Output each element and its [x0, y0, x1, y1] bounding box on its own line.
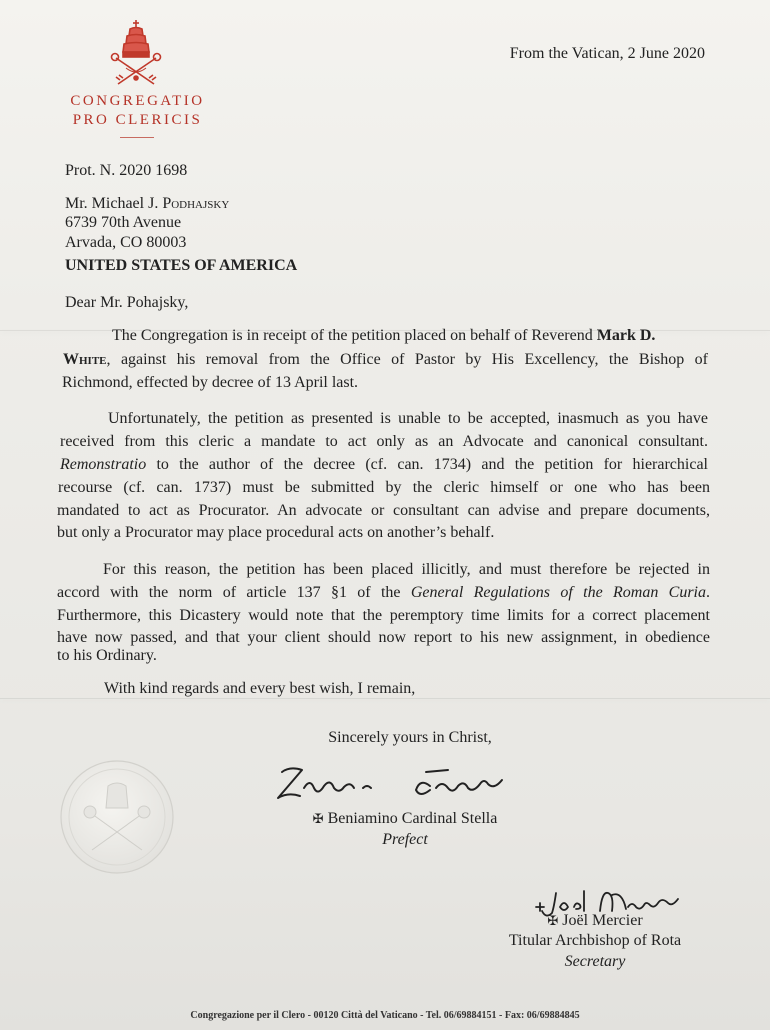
org-name-line1: CONGREGATIO	[70, 93, 205, 109]
paragraph-2-line: mandated to act as Procurator. An advocate or consultant can advise and prepare documents,	[57, 502, 710, 519]
paragraph-3-line	[57, 584, 710, 602]
letter-date: From the Vatican, 2 June 2020	[509, 45, 705, 62]
paragraph-2-line: Unfortunately, the petition as presented is unable to be accepted, inasmuch as you have	[108, 410, 708, 427]
signatory-2-role: Secretary	[564, 953, 626, 970]
paragraph-3-line: have now passed, and that your client should now report to his new assignment, in obedience	[57, 629, 710, 646]
paragraph-3-line: Furthermore, this Dicastery would note that the peremptory time limits for a correct placement	[57, 607, 710, 624]
closing-line: With kind regards and every best wish, I remain,	[104, 680, 416, 697]
recipient-name-prefix: Mr. Michael J.	[65, 195, 163, 212]
valediction: Sincerely yours in Christ,	[328, 729, 492, 746]
recipient-surname: Podhajsky	[162, 195, 230, 212]
signatory-2-name	[495, 912, 695, 930]
embossed-papal-seal-icon	[58, 758, 176, 876]
p1-text: The Congregation is in receipt of the petition placed on behalf of Reverend	[112, 327, 597, 344]
p1-name-bold: Mark D.	[596, 327, 656, 344]
protocol-number: Prot. N. 2020 1698	[65, 162, 188, 179]
signatory-2-title: Titular Archbishop of Rota	[508, 932, 682, 949]
org-divider	[120, 137, 154, 138]
recipient-city: Arvada, CO 80003	[65, 234, 187, 251]
paragraph-3-line: to his Ordinary.	[57, 647, 157, 664]
letter-footer: Congregazione per il Clero - 00120 Città del Vaticano - Tel. 06/69884151 - Fax: 06/69884845	[190, 1010, 580, 1021]
signature-stella	[268, 758, 533, 808]
org-name-line2: PRO CLERICIS	[72, 112, 203, 128]
cross-icon: ✠	[312, 811, 324, 826]
recipient-country: UNITED STATES OF AMERICA	[65, 257, 298, 274]
paper-fold	[0, 698, 770, 699]
paragraph-2-line: recourse (cf. can. 1737) must be submitted by the cleric himself or one who has been	[58, 479, 710, 496]
signatory-1-name-text: Beniamino Cardinal Stella	[327, 810, 498, 827]
cross-icon: ✠	[547, 913, 559, 928]
p1-surname-bold: White	[63, 351, 107, 368]
paragraph-2-line	[60, 456, 708, 474]
signatory-1-name	[270, 810, 540, 828]
paragraph-1-line: Richmond, effected by decree of 13 April last.	[62, 374, 359, 391]
paragraph-2-line: received from this cleric a mandate to act only as an Advocate and canonical consultant.	[60, 433, 708, 450]
p2-latin-term: Remonstratio	[60, 456, 147, 473]
recipient-name	[65, 195, 229, 213]
signatory-2-name-text: Joël Mercier	[562, 912, 643, 929]
salutation: Dear Mr. Pohajsky,	[65, 294, 189, 311]
recipient-street: 6739 70th Avenue	[65, 214, 182, 231]
signatory-1-title: Prefect	[382, 831, 428, 848]
papal-tiara-keys-icon	[108, 18, 164, 90]
paragraph-2-line: but only a Procurator may place procedural acts on another’s behalf.	[57, 524, 495, 541]
paragraph-1-line	[63, 351, 708, 369]
p3-text: accord with the norm of article 137 §1 of the	[57, 584, 411, 601]
p2-text: to the author of the decree (cf. can. 1734) and the petition for hierarchical	[146, 456, 708, 473]
p3-document-title: General Regulations of the Roman Curia	[410, 584, 707, 601]
p3-text: .	[706, 584, 711, 601]
p1-text: , against his removal from the Office of Pastor by His Excellency, the Bishop of	[106, 351, 708, 368]
paragraph-1-line	[112, 327, 708, 345]
paragraph-3-line: For this reason, the petition has been placed illicitly, and must therefore be rejected in	[103, 561, 710, 578]
